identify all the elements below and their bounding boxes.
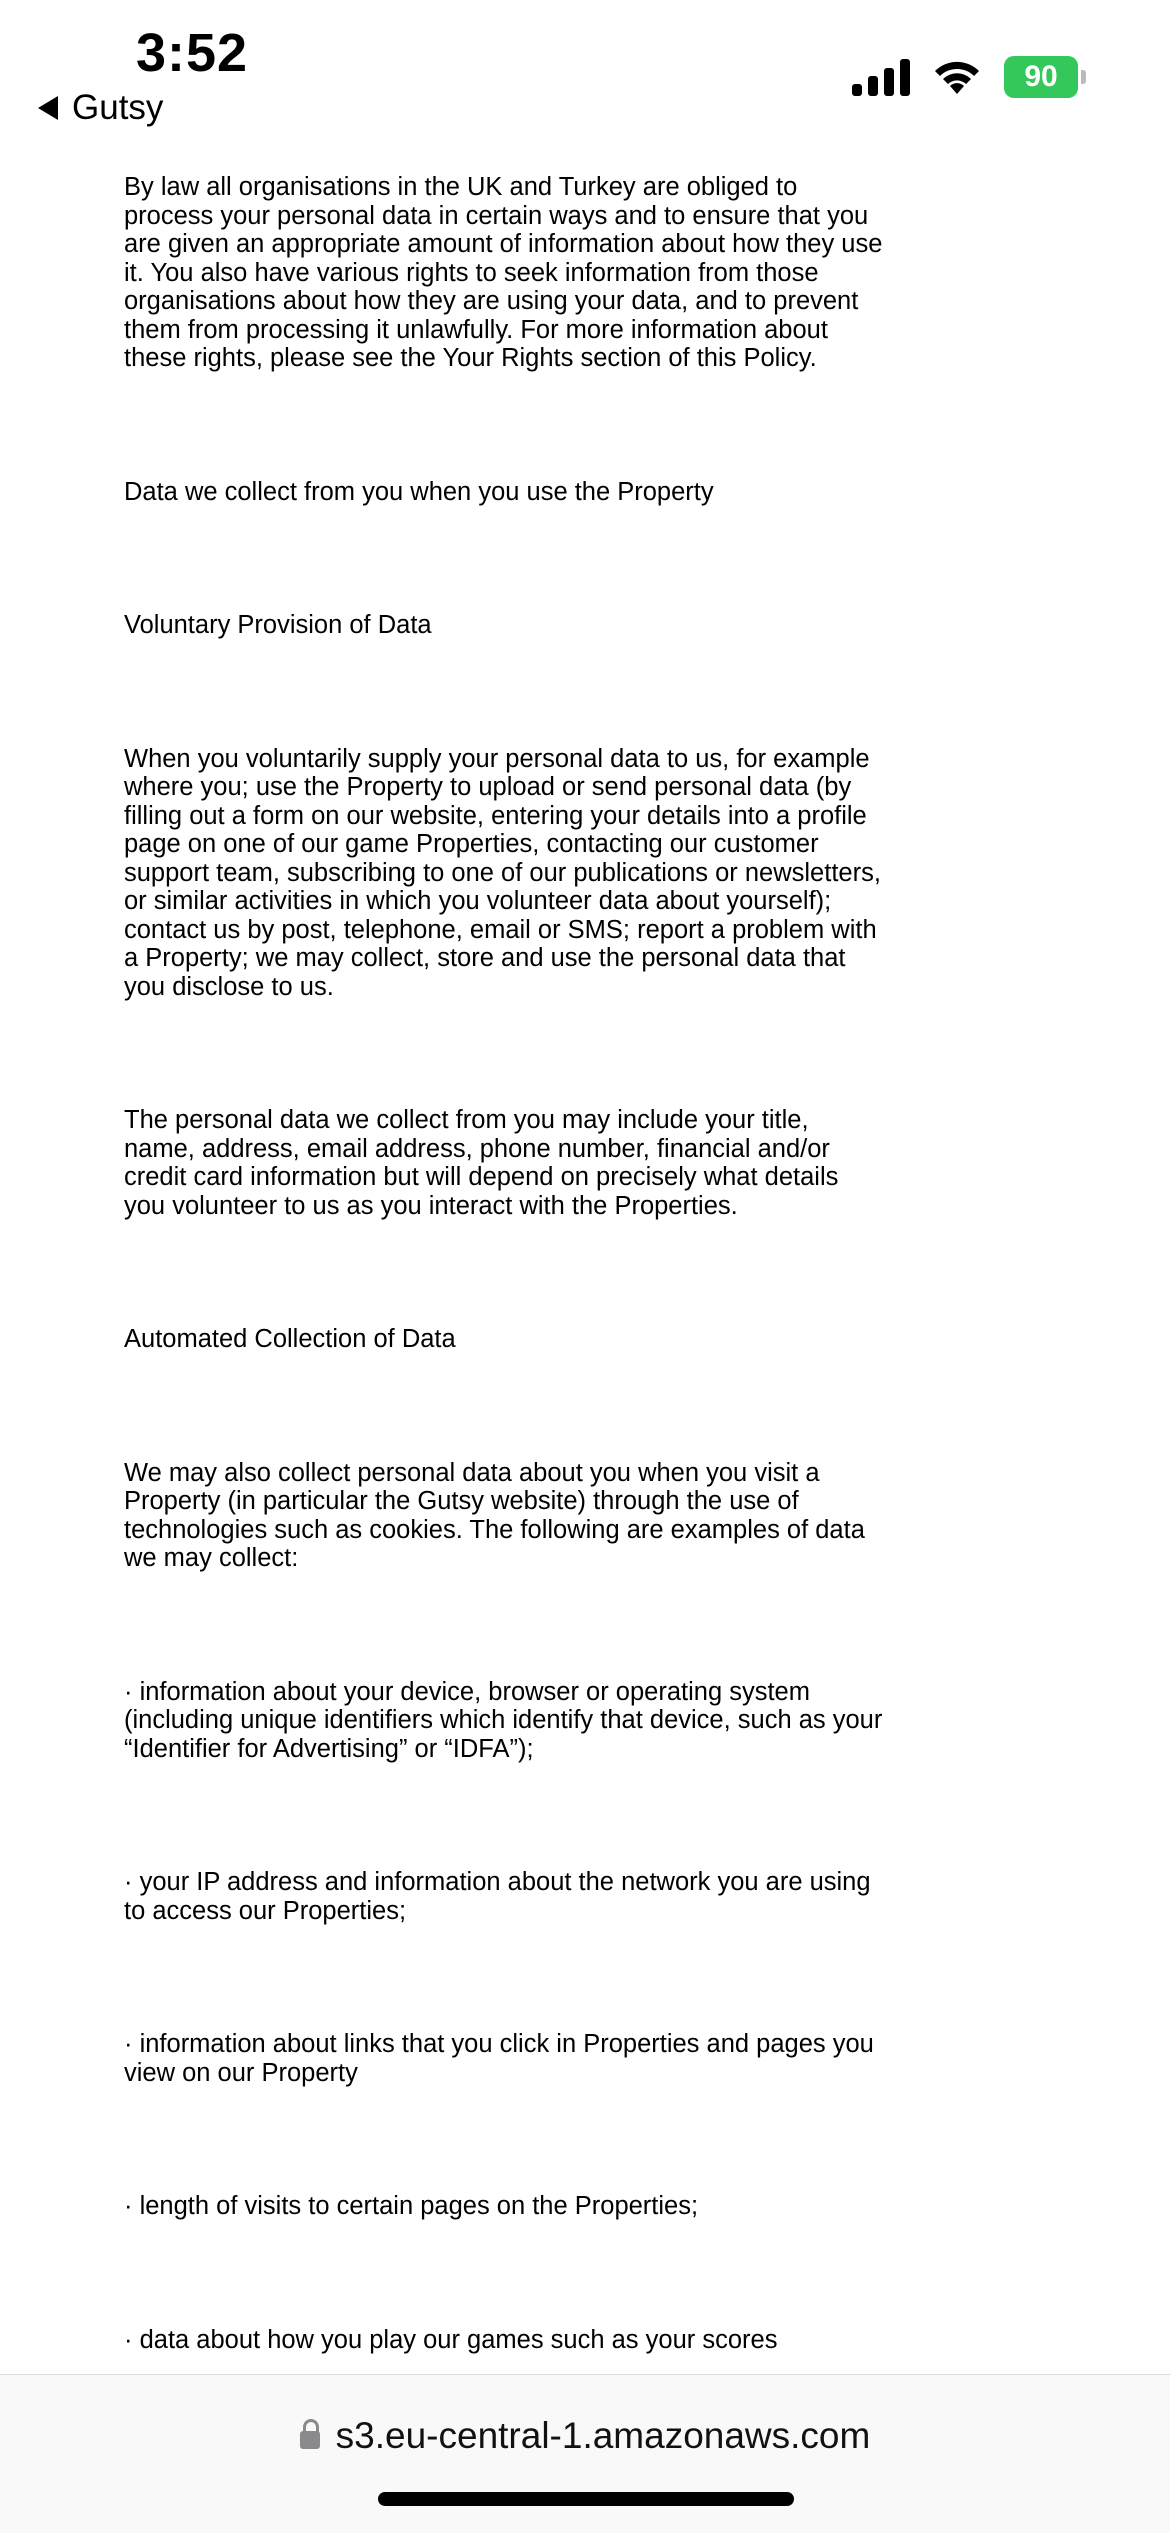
back-arrow-icon [38, 96, 58, 120]
status-time: 3:52 [136, 23, 249, 83]
back-app-label: Gutsy [72, 88, 164, 127]
browser-address-bar[interactable] [0, 2374, 1170, 2533]
status-bar [0, 0, 1170, 170]
list-item: · length of visits to certain pages on the Properties; [124, 2192, 699, 2220]
wifi-icon [932, 58, 982, 96]
lock-icon [300, 2431, 320, 2449]
home-indicator[interactable] [378, 2492, 794, 2506]
policy-paragraph: We may also collect personal data about you when you visit a Property (in particular the Gutsy website) through the use of technologies such as cookies. The following are examples of data we may collect: [124, 1458, 865, 1572]
list-item: · information about links that you click in Properties and pages you view on our Property [124, 2030, 874, 2087]
status-icons [852, 56, 1086, 98]
back-to-app-button[interactable] [38, 88, 163, 128]
section-heading: Data we collect from you when you use the Property [124, 477, 714, 506]
cellular-signal-icon [852, 58, 910, 96]
list-item: · information about your device, browser or operating system (including unique identifiers which identify that device, such as your “Identifier for Advertising” or “IDFA”); [124, 1677, 883, 1763]
section-heading: Voluntary Provision of Data [124, 611, 432, 639]
list-item: · data about how you play our games such as your scores [124, 2325, 778, 2354]
url-text: s3.eu-central-1.amazonaws.com [335, 2415, 871, 2456]
section-heading: Automated Collection of Data [124, 1325, 456, 1353]
battery-level: 90 [1004, 56, 1078, 98]
battery-icon [1004, 56, 1086, 98]
policy-paragraph: The personal data we collect from you may include your title, name, address, email address, phone number, financial and/or credit card information but will depend on precisely what details you volunteer to us as you interact with the Properties. [124, 1106, 839, 1220]
policy-paragraph: By law all organisations in the UK and Turkey are obliged to process your personal data in certain ways and to ensure that you are given an appropriate amount of information about how they use it. You also have various rights to seek information from those organisations about how they are using your data, and to prevent them from processing it unlawfully. For more information about these rights, please see the Your Rights section of this Policy. [124, 173, 883, 372]
policy-content [124, 170, 884, 2354]
list-item: · your IP address and information about the network you are using to access our Properties; [124, 1868, 871, 1925]
policy-paragraph: When you voluntarily supply your personal data to us, for example where you; use the Property to upload or send personal data (by filling out a form on our website, entering your details into a profile page on one of our game Properties, contacting our customer support team, subscribing to one of our publications or newsletters, or similar activities in which you volunteer data about yourself); contact us by post, telephone, email or SMS; report a problem with a Property; we may collect, store and use the personal data that you disclose to us. [124, 744, 881, 1001]
url-field[interactable] [0, 2415, 1170, 2457]
